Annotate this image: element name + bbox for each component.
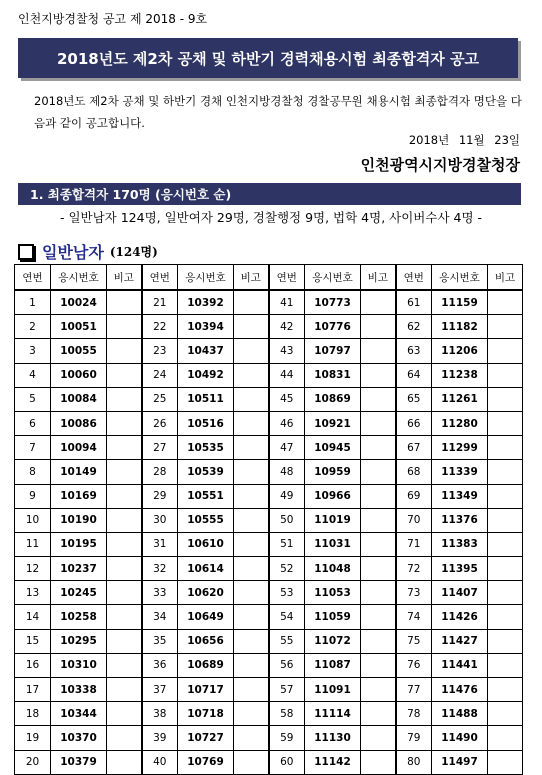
exam-number-cell: 10310 (51, 653, 107, 677)
remarks-cell (107, 678, 142, 702)
serial-cell: 61 (396, 290, 432, 315)
table-row (15, 436, 523, 460)
exam-number-cell: 10776 (305, 315, 361, 339)
section-title: 1. 최종합격자 170명 (응시번호 순) (18, 183, 521, 205)
exam-number-cell: 11159 (432, 290, 488, 315)
remarks-cell (234, 363, 269, 387)
remarks-cell (361, 653, 396, 677)
remarks-cell (361, 363, 396, 387)
exam-number-cell: 11349 (432, 484, 488, 508)
serial-cell: 59 (269, 726, 305, 750)
exam-number-cell: 11261 (432, 387, 488, 411)
serial-cell: 38 (142, 702, 178, 726)
remarks-cell (488, 387, 523, 411)
exam-number-cell: 10392 (178, 290, 234, 315)
remarks-cell (488, 508, 523, 532)
remarks-cell (361, 726, 396, 750)
remarks-cell (361, 605, 396, 629)
table-row (15, 605, 523, 629)
serial-cell: 62 (396, 315, 432, 339)
remarks-cell (488, 581, 523, 605)
remarks-cell (361, 678, 396, 702)
exam-number-cell: 10555 (178, 508, 234, 532)
serial-cell: 40 (142, 750, 178, 774)
remarks-cell (107, 363, 142, 387)
exam-number-cell: 11339 (432, 460, 488, 484)
exam-number-cell: 11395 (432, 557, 488, 581)
serial-cell: 65 (396, 387, 432, 411)
table-row (15, 750, 523, 774)
exam-number-cell: 10689 (178, 653, 234, 677)
serial-cell: 18 (15, 702, 51, 726)
table-row (15, 581, 523, 605)
remarks-cell (107, 557, 142, 581)
exam-number-cell: 11238 (432, 363, 488, 387)
intro-text: 2018년도 제2차 공채 및 하반기 경채 인천지방경찰청 경찰공무원 채용시험 최종합격자 명단을 다음과 같이 공고합니다. (34, 94, 522, 130)
exam-number-cell: 10966 (305, 484, 361, 508)
serial-cell: 16 (15, 653, 51, 677)
exam-number-cell: 10610 (178, 532, 234, 556)
header-exam-number: 응시번호 (432, 265, 488, 291)
remarks-cell (234, 750, 269, 774)
serial-cell: 27 (142, 436, 178, 460)
table-row (15, 387, 523, 411)
serial-cell: 73 (396, 581, 432, 605)
table-row (15, 532, 523, 556)
exam-number-cell: 10727 (178, 726, 234, 750)
table-header (15, 265, 523, 291)
serial-cell: 39 (142, 726, 178, 750)
serial-cell: 68 (396, 460, 432, 484)
table-row (15, 653, 523, 677)
serial-cell: 30 (142, 508, 178, 532)
serial-cell: 67 (396, 436, 432, 460)
exam-number-cell: 10149 (51, 460, 107, 484)
exam-number-cell: 10024 (51, 290, 107, 315)
remarks-cell (361, 436, 396, 460)
exam-number-cell: 11299 (432, 436, 488, 460)
remarks-cell (107, 484, 142, 508)
serial-cell: 60 (269, 750, 305, 774)
serial-cell: 2 (15, 315, 51, 339)
exam-number-cell: 10086 (51, 411, 107, 435)
remarks-cell (361, 460, 396, 484)
exam-number-cell: 10379 (51, 750, 107, 774)
serial-cell: 14 (15, 605, 51, 629)
remarks-cell (234, 678, 269, 702)
serial-cell: 9 (15, 484, 51, 508)
exam-number-cell: 10656 (178, 629, 234, 653)
exam-number-cell: 10051 (51, 315, 107, 339)
serial-cell: 76 (396, 653, 432, 677)
remarks-cell (361, 411, 396, 435)
exam-number-cell: 10394 (178, 315, 234, 339)
category-name: 일반남자 (42, 243, 104, 262)
remarks-cell (488, 557, 523, 581)
remarks-cell (488, 484, 523, 508)
exam-number-cell: 10535 (178, 436, 234, 460)
serial-cell: 13 (15, 581, 51, 605)
exam-number-cell: 11091 (305, 678, 361, 702)
remarks-cell (107, 581, 142, 605)
serial-cell: 41 (269, 290, 305, 315)
header-remarks: 비고 (361, 265, 396, 291)
remarks-cell (234, 290, 269, 315)
exam-number-cell: 10055 (51, 339, 107, 363)
serial-cell: 64 (396, 363, 432, 387)
remarks-cell (488, 363, 523, 387)
serial-cell: 10 (15, 508, 51, 532)
exam-number-cell: 11427 (432, 629, 488, 653)
issuing-agency: 인천광역시지방경찰청장 (360, 156, 520, 174)
remarks-cell (361, 557, 396, 581)
remarks-cell (234, 629, 269, 653)
header-remarks: 비고 (234, 265, 269, 291)
exam-number-cell: 10717 (178, 678, 234, 702)
serial-cell: 28 (142, 460, 178, 484)
serial-cell: 37 (142, 678, 178, 702)
exam-number-cell: 10516 (178, 411, 234, 435)
serial-cell: 52 (269, 557, 305, 581)
serial-cell: 24 (142, 363, 178, 387)
serial-cell: 21 (142, 290, 178, 315)
notice-date: 2018년 11월 23일 (408, 133, 520, 147)
remarks-cell (361, 290, 396, 315)
remarks-cell (234, 339, 269, 363)
table-row (15, 484, 523, 508)
serial-cell: 6 (15, 411, 51, 435)
remarks-cell (361, 339, 396, 363)
exam-number-cell: 11280 (432, 411, 488, 435)
remarks-cell (488, 436, 523, 460)
exam-number-cell: 11130 (305, 726, 361, 750)
remarks-cell (234, 460, 269, 484)
exam-number-cell: 10237 (51, 557, 107, 581)
exam-number-cell: 11206 (432, 339, 488, 363)
exam-number-cell: 10295 (51, 629, 107, 653)
serial-cell: 29 (142, 484, 178, 508)
exam-number-cell: 10437 (178, 339, 234, 363)
remarks-cell (234, 532, 269, 556)
remarks-cell (107, 750, 142, 774)
remarks-cell (107, 508, 142, 532)
remarks-cell (234, 387, 269, 411)
remarks-cell (488, 629, 523, 653)
serial-cell: 72 (396, 557, 432, 581)
checkbox-square-icon (18, 244, 34, 260)
exam-number-cell: 11114 (305, 702, 361, 726)
results-table (14, 264, 523, 775)
table-row (15, 726, 523, 750)
table-row (15, 315, 523, 339)
serial-cell: 44 (269, 363, 305, 387)
remarks-cell (107, 460, 142, 484)
remarks-cell (107, 629, 142, 653)
category-heading (18, 240, 158, 263)
serial-cell: 53 (269, 581, 305, 605)
serial-cell: 8 (15, 460, 51, 484)
serial-cell: 22 (142, 315, 178, 339)
remarks-cell (488, 339, 523, 363)
header-exam-number: 응시번호 (51, 265, 107, 291)
remarks-cell (234, 436, 269, 460)
remarks-cell (488, 653, 523, 677)
exam-number-cell: 10094 (51, 436, 107, 460)
serial-cell: 19 (15, 726, 51, 750)
header-exam-number: 응시번호 (305, 265, 361, 291)
summary-line: - 일반남자 124명, 일반여자 29명, 경찰행정 9명, 법학 4명, 사이버수사 4명 - (59, 210, 483, 225)
exam-number-cell: 10551 (178, 484, 234, 508)
exam-number-cell: 10370 (51, 726, 107, 750)
exam-number-cell: 10344 (51, 702, 107, 726)
remarks-cell (107, 387, 142, 411)
exam-number-cell: 10649 (178, 605, 234, 629)
table-row (15, 508, 523, 532)
serial-cell: 5 (15, 387, 51, 411)
remarks-cell (361, 750, 396, 774)
exam-number-cell: 10959 (305, 460, 361, 484)
remarks-cell (488, 726, 523, 750)
remarks-cell (361, 484, 396, 508)
remarks-cell (361, 315, 396, 339)
serial-cell: 63 (396, 339, 432, 363)
table-row (15, 290, 523, 315)
serial-cell: 56 (269, 653, 305, 677)
exam-number-cell: 10869 (305, 387, 361, 411)
serial-cell: 71 (396, 532, 432, 556)
notice-number: 인천지방경찰청 공고 제 2018 - 9호 (18, 12, 208, 26)
exam-number-cell: 10921 (305, 411, 361, 435)
exam-number-cell: 11426 (432, 605, 488, 629)
exam-number-cell: 10945 (305, 436, 361, 460)
table-row (15, 678, 523, 702)
serial-cell: 48 (269, 460, 305, 484)
table-row (15, 460, 523, 484)
remarks-cell (107, 315, 142, 339)
serial-cell: 23 (142, 339, 178, 363)
remarks-cell (107, 436, 142, 460)
exam-number-cell: 11048 (305, 557, 361, 581)
serial-cell: 35 (142, 629, 178, 653)
exam-number-cell: 10769 (178, 750, 234, 774)
exam-number-cell: 11407 (432, 581, 488, 605)
remarks-cell (107, 339, 142, 363)
serial-cell: 32 (142, 557, 178, 581)
header-exam-number: 응시번호 (178, 265, 234, 291)
remarks-cell (234, 315, 269, 339)
exam-number-cell: 10245 (51, 581, 107, 605)
serial-cell: 54 (269, 605, 305, 629)
serial-cell: 75 (396, 629, 432, 653)
serial-cell: 4 (15, 363, 51, 387)
remarks-cell (107, 532, 142, 556)
exam-number-cell: 11476 (432, 678, 488, 702)
serial-cell: 55 (269, 629, 305, 653)
header-serial: 연번 (396, 265, 432, 291)
table-row (15, 339, 523, 363)
serial-cell: 66 (396, 411, 432, 435)
serial-cell: 77 (396, 678, 432, 702)
remarks-cell (361, 508, 396, 532)
serial-cell: 15 (15, 629, 51, 653)
remarks-cell (361, 702, 396, 726)
serial-cell: 36 (142, 653, 178, 677)
remarks-cell (107, 605, 142, 629)
remarks-cell (361, 629, 396, 653)
remarks-cell (234, 411, 269, 435)
exam-number-cell: 10539 (178, 460, 234, 484)
category-count: (124명) (109, 245, 158, 259)
serial-cell: 58 (269, 702, 305, 726)
exam-number-cell: 11376 (432, 508, 488, 532)
header-remarks: 비고 (107, 265, 142, 291)
serial-cell: 47 (269, 436, 305, 460)
remarks-cell (234, 557, 269, 581)
header-serial: 연번 (142, 265, 178, 291)
exam-number-cell: 11072 (305, 629, 361, 653)
serial-cell: 51 (269, 532, 305, 556)
remarks-cell (234, 726, 269, 750)
remarks-cell (488, 605, 523, 629)
exam-number-cell: 11490 (432, 726, 488, 750)
serial-cell: 26 (142, 411, 178, 435)
serial-cell: 1 (15, 290, 51, 315)
exam-number-cell: 10797 (305, 339, 361, 363)
exam-number-cell: 10492 (178, 363, 234, 387)
remarks-cell (107, 702, 142, 726)
serial-cell: 70 (396, 508, 432, 532)
exam-number-cell: 10620 (178, 581, 234, 605)
serial-cell: 43 (269, 339, 305, 363)
remarks-cell (361, 532, 396, 556)
serial-cell: 78 (396, 702, 432, 726)
exam-number-cell: 11142 (305, 750, 361, 774)
remarks-cell (234, 653, 269, 677)
exam-number-cell: 11053 (305, 581, 361, 605)
serial-cell: 25 (142, 387, 178, 411)
serial-cell: 34 (142, 605, 178, 629)
exam-number-cell: 10338 (51, 678, 107, 702)
table-row (15, 702, 523, 726)
serial-cell: 20 (15, 750, 51, 774)
exam-number-cell: 11441 (432, 653, 488, 677)
exam-number-cell: 11497 (432, 750, 488, 774)
remarks-cell (234, 702, 269, 726)
remarks-cell (488, 315, 523, 339)
serial-cell: 46 (269, 411, 305, 435)
serial-cell: 74 (396, 605, 432, 629)
exam-number-cell: 10718 (178, 702, 234, 726)
remarks-cell (488, 411, 523, 435)
exam-number-cell: 11383 (432, 532, 488, 556)
exam-number-cell: 11488 (432, 702, 488, 726)
exam-number-cell: 11087 (305, 653, 361, 677)
serial-cell: 49 (269, 484, 305, 508)
remarks-cell (107, 653, 142, 677)
remarks-cell (234, 484, 269, 508)
remarks-cell (488, 678, 523, 702)
serial-cell: 17 (15, 678, 51, 702)
serial-cell: 33 (142, 581, 178, 605)
exam-number-cell: 10195 (51, 532, 107, 556)
exam-number-cell: 10084 (51, 387, 107, 411)
exam-number-cell: 11031 (305, 532, 361, 556)
exam-number-cell: 10190 (51, 508, 107, 532)
serial-cell: 50 (269, 508, 305, 532)
serial-cell: 12 (15, 557, 51, 581)
header-remarks: 비고 (488, 265, 523, 291)
remarks-cell (234, 605, 269, 629)
serial-cell: 69 (396, 484, 432, 508)
remarks-cell (361, 581, 396, 605)
page-title: 2018년도 제2차 공채 및 하반기 경력채용시험 최종합격자 공고 (18, 38, 518, 78)
serial-cell: 31 (142, 532, 178, 556)
serial-cell: 79 (396, 726, 432, 750)
exam-number-cell: 10773 (305, 290, 361, 315)
serial-cell: 3 (15, 339, 51, 363)
table-body (15, 290, 523, 774)
remarks-cell (488, 460, 523, 484)
exam-number-cell: 10169 (51, 484, 107, 508)
serial-cell: 80 (396, 750, 432, 774)
exam-number-cell: 11019 (305, 508, 361, 532)
remarks-cell (488, 750, 523, 774)
exam-number-cell: 10614 (178, 557, 234, 581)
exam-number-cell: 10831 (305, 363, 361, 387)
exam-number-cell: 10060 (51, 363, 107, 387)
exam-number-cell: 10258 (51, 605, 107, 629)
remarks-cell (107, 726, 142, 750)
serial-cell: 11 (15, 532, 51, 556)
remarks-cell (234, 581, 269, 605)
header-serial: 연번 (269, 265, 305, 291)
remarks-cell (107, 290, 142, 315)
remarks-cell (488, 702, 523, 726)
exam-number-cell: 11182 (432, 315, 488, 339)
remarks-cell (234, 508, 269, 532)
exam-number-cell: 11059 (305, 605, 361, 629)
serial-cell: 45 (269, 387, 305, 411)
serial-cell: 57 (269, 678, 305, 702)
table-row (15, 557, 523, 581)
table-row (15, 411, 523, 435)
exam-number-cell: 10511 (178, 387, 234, 411)
remarks-cell (107, 411, 142, 435)
remarks-cell (488, 532, 523, 556)
table-row (15, 363, 523, 387)
serial-cell: 7 (15, 436, 51, 460)
remarks-cell (361, 387, 396, 411)
remarks-cell (488, 290, 523, 315)
table-row (15, 629, 523, 653)
serial-cell: 42 (269, 315, 305, 339)
header-serial: 연번 (15, 265, 51, 291)
